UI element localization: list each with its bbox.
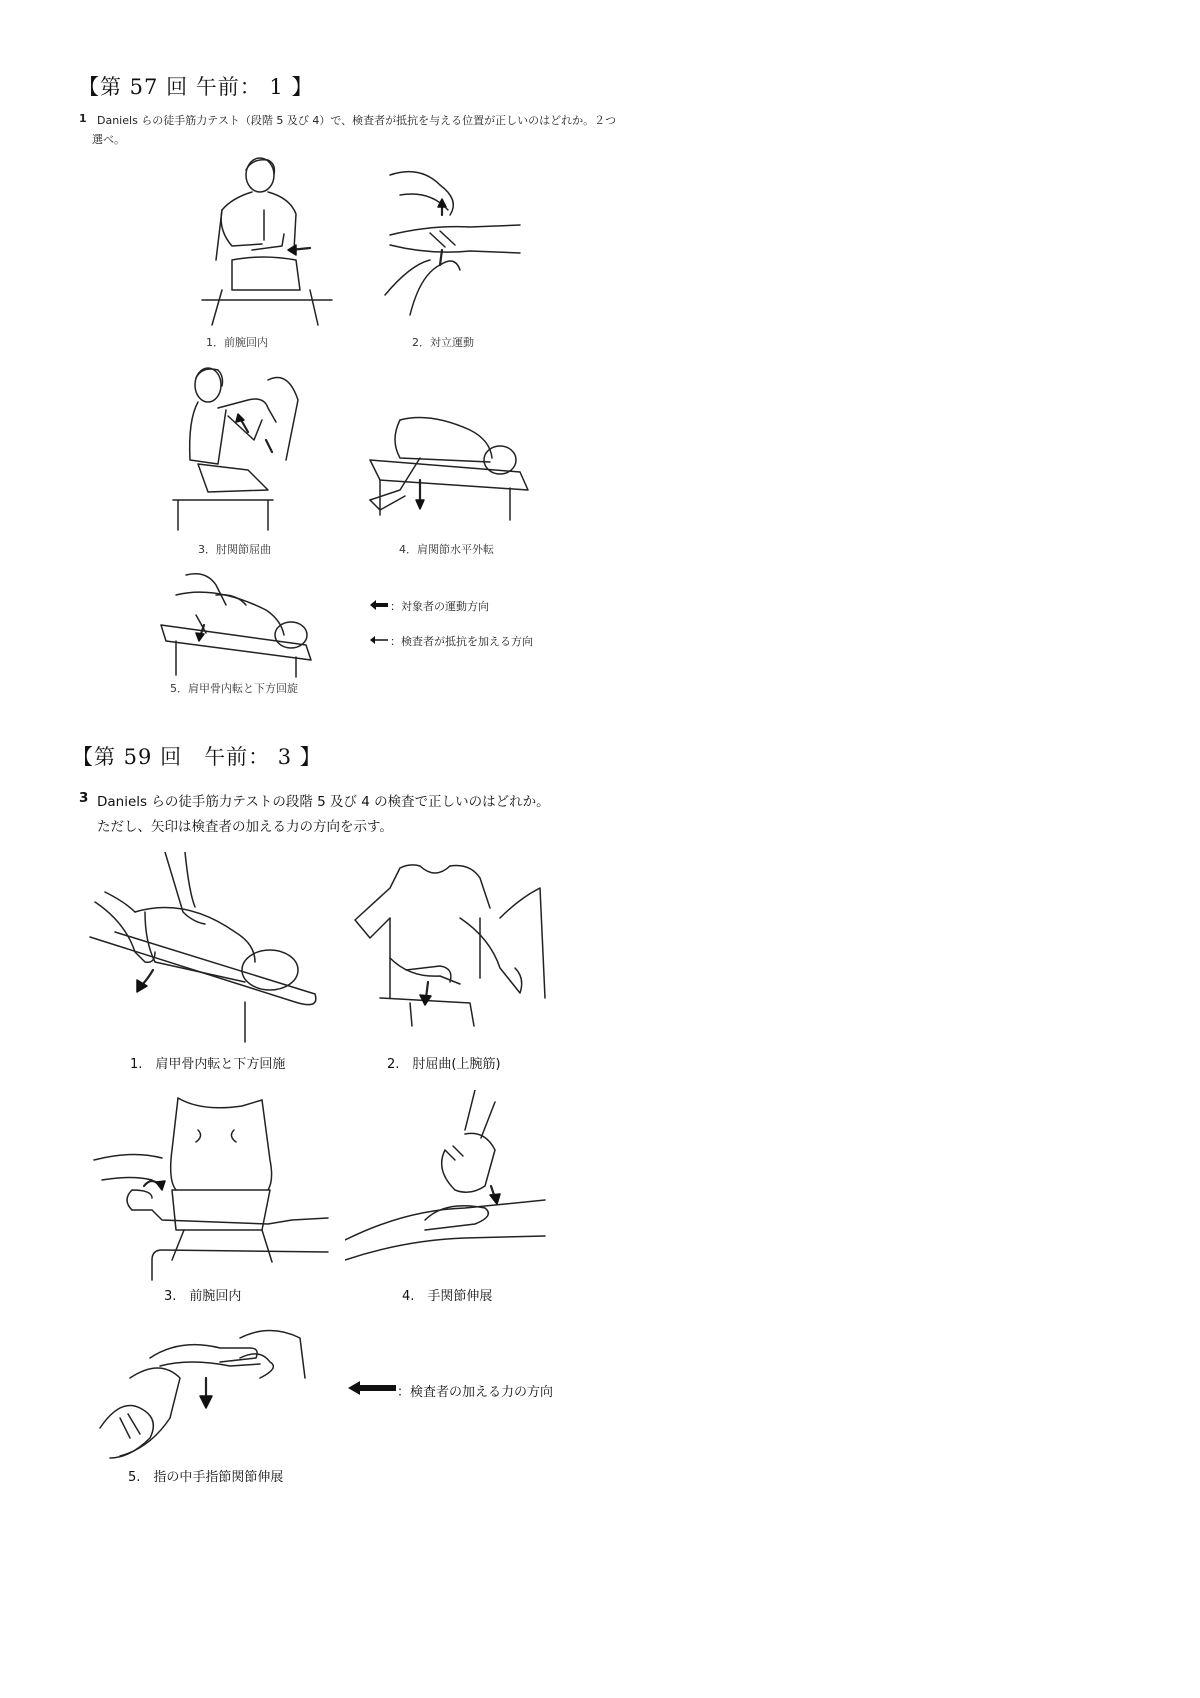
q59-legend-force: ：検査者の加える力の方向 bbox=[397, 1385, 554, 1400]
q57-caption-5: 5．肩甲骨内転と下方回旋 bbox=[170, 682, 298, 695]
q59-caption-5: 5. 指の中手指節関節伸展 bbox=[128, 1470, 284, 1485]
q57-question-line1: Daniels らの徒手筋力テスト（段階 5 及び 4）で、検査者が抵抗を与える位置が正しいのはどれか。２つ bbox=[97, 114, 617, 127]
q57-figure-4-shoulder-horizontal-abduction bbox=[360, 400, 530, 530]
q57-caption-2: 2．対立運動 bbox=[412, 336, 474, 349]
q59-question-line2: ただし、矢印は検査者の加える力の方向を示す。 bbox=[97, 819, 393, 835]
q59-caption-2: 2. 肘屈曲(上腕筋) bbox=[387, 1057, 501, 1072]
q57-number: 1 bbox=[79, 112, 87, 125]
q59-number: 3 bbox=[79, 790, 89, 806]
q57-legend-motion: ：対象者の運動方向 bbox=[390, 600, 489, 613]
q57-figure-5-scapular-adduction bbox=[156, 565, 316, 680]
q57-figure-1-forearm-pronation bbox=[192, 150, 342, 330]
q59-figure-4-wrist-extension bbox=[345, 1090, 550, 1280]
q59-figure-5-mcp-extension bbox=[90, 1318, 310, 1463]
q59-question-line1: Daniels らの徒手筋力テストの段階 5 及び 4 の検査で正しいのはどれか。 bbox=[97, 794, 550, 810]
q59-heading: 【第 59 回 午前： 3 】 bbox=[72, 745, 322, 769]
q59-caption-4: 4. 手関節伸展 bbox=[402, 1289, 493, 1304]
q57-legend-resistance-arrow-icon bbox=[368, 634, 390, 646]
q59-figure-3-forearm-pronation bbox=[92, 1090, 332, 1285]
q57-caption-1: 1．前腕回内 bbox=[206, 336, 268, 349]
q59-caption-3: 3. 前腕回内 bbox=[164, 1289, 242, 1304]
q57-legend-resistance: ：検査者が抵抗を加える方向 bbox=[390, 635, 533, 648]
q57-figure-3-elbow-flexion bbox=[168, 360, 318, 535]
q59-figure-1-scapular-adduction bbox=[85, 852, 325, 1047]
q57-caption-4: 4．肩関節水平外転 bbox=[399, 543, 494, 556]
q57-legend-motion-arrow-icon bbox=[368, 599, 390, 611]
q57-caption-3: 3．肘関節屈曲 bbox=[198, 543, 271, 556]
q57-figure-2-opposition bbox=[370, 155, 535, 325]
q59-legend-force-arrow-icon bbox=[346, 1380, 398, 1396]
q57-question-line2: 選べ。 bbox=[92, 133, 125, 146]
q57-heading: 【第 57 回 午前： 1 】 bbox=[78, 75, 314, 99]
q59-figure-2-elbow-flexion bbox=[350, 858, 550, 1030]
q59-caption-1: 1. 肩甲骨内転と下方回施 bbox=[130, 1057, 286, 1072]
